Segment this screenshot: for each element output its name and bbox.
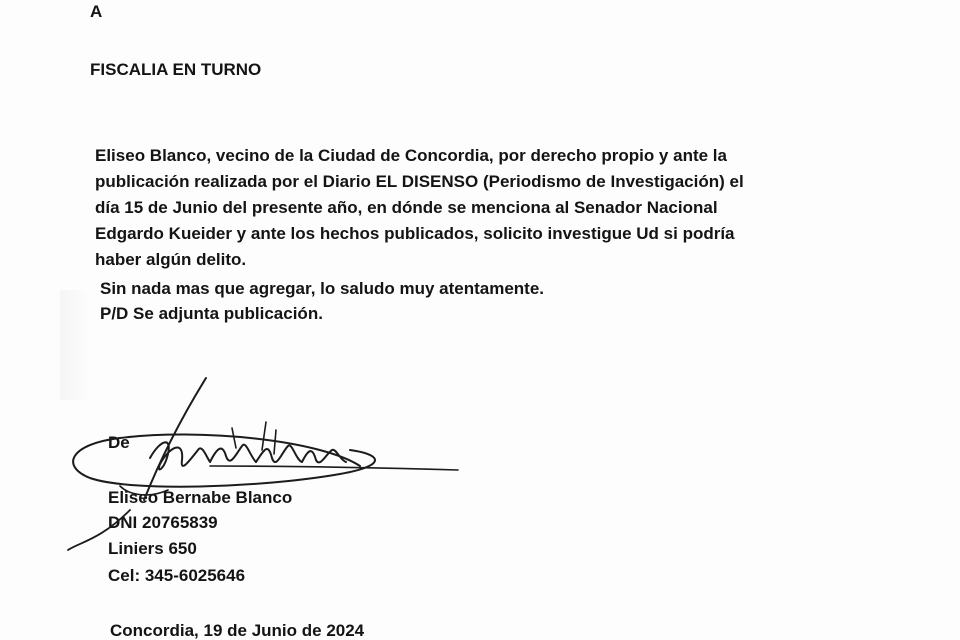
signer-phone: Cel: 345-6025646 bbox=[108, 566, 246, 585]
body-line-2: publicación realizada por el Diario EL DISENSO (Periodismo de Investigación) el bbox=[95, 172, 744, 191]
signer-name: Eliseo Bernabe Blanco bbox=[108, 488, 293, 507]
place-and-date: Concordia, 19 de Junio de 2024 bbox=[110, 621, 365, 640]
recipient-line-1: A bbox=[90, 2, 103, 21]
body-line-3: día 15 de Junio del presente año, en dónde se menciona al Senador Nacional bbox=[95, 198, 718, 217]
body-line-5: haber algún delito. bbox=[95, 250, 247, 269]
handwritten-signature bbox=[60, 370, 480, 560]
body-line-4: Edgardo Kueider y ante los hechos publicados, solicito investigue Ud si podría bbox=[95, 224, 735, 243]
recipient-line-2: FISCALIA EN TURNO bbox=[90, 60, 262, 79]
closing-line-1: Sin nada mas que agregar, lo saludo muy atentamente. bbox=[100, 279, 545, 298]
signer-dni: DNI 20765839 bbox=[108, 513, 218, 532]
closing-line-2: P/D Se adjunta publicación. bbox=[100, 304, 323, 323]
body-line-1: Eliseo Blanco, vecino de la Ciudad de Concordia, por derecho propio y ante la bbox=[95, 146, 727, 165]
signer-address: Liniers 650 bbox=[108, 539, 197, 558]
signature-prefix: De bbox=[108, 433, 130, 452]
